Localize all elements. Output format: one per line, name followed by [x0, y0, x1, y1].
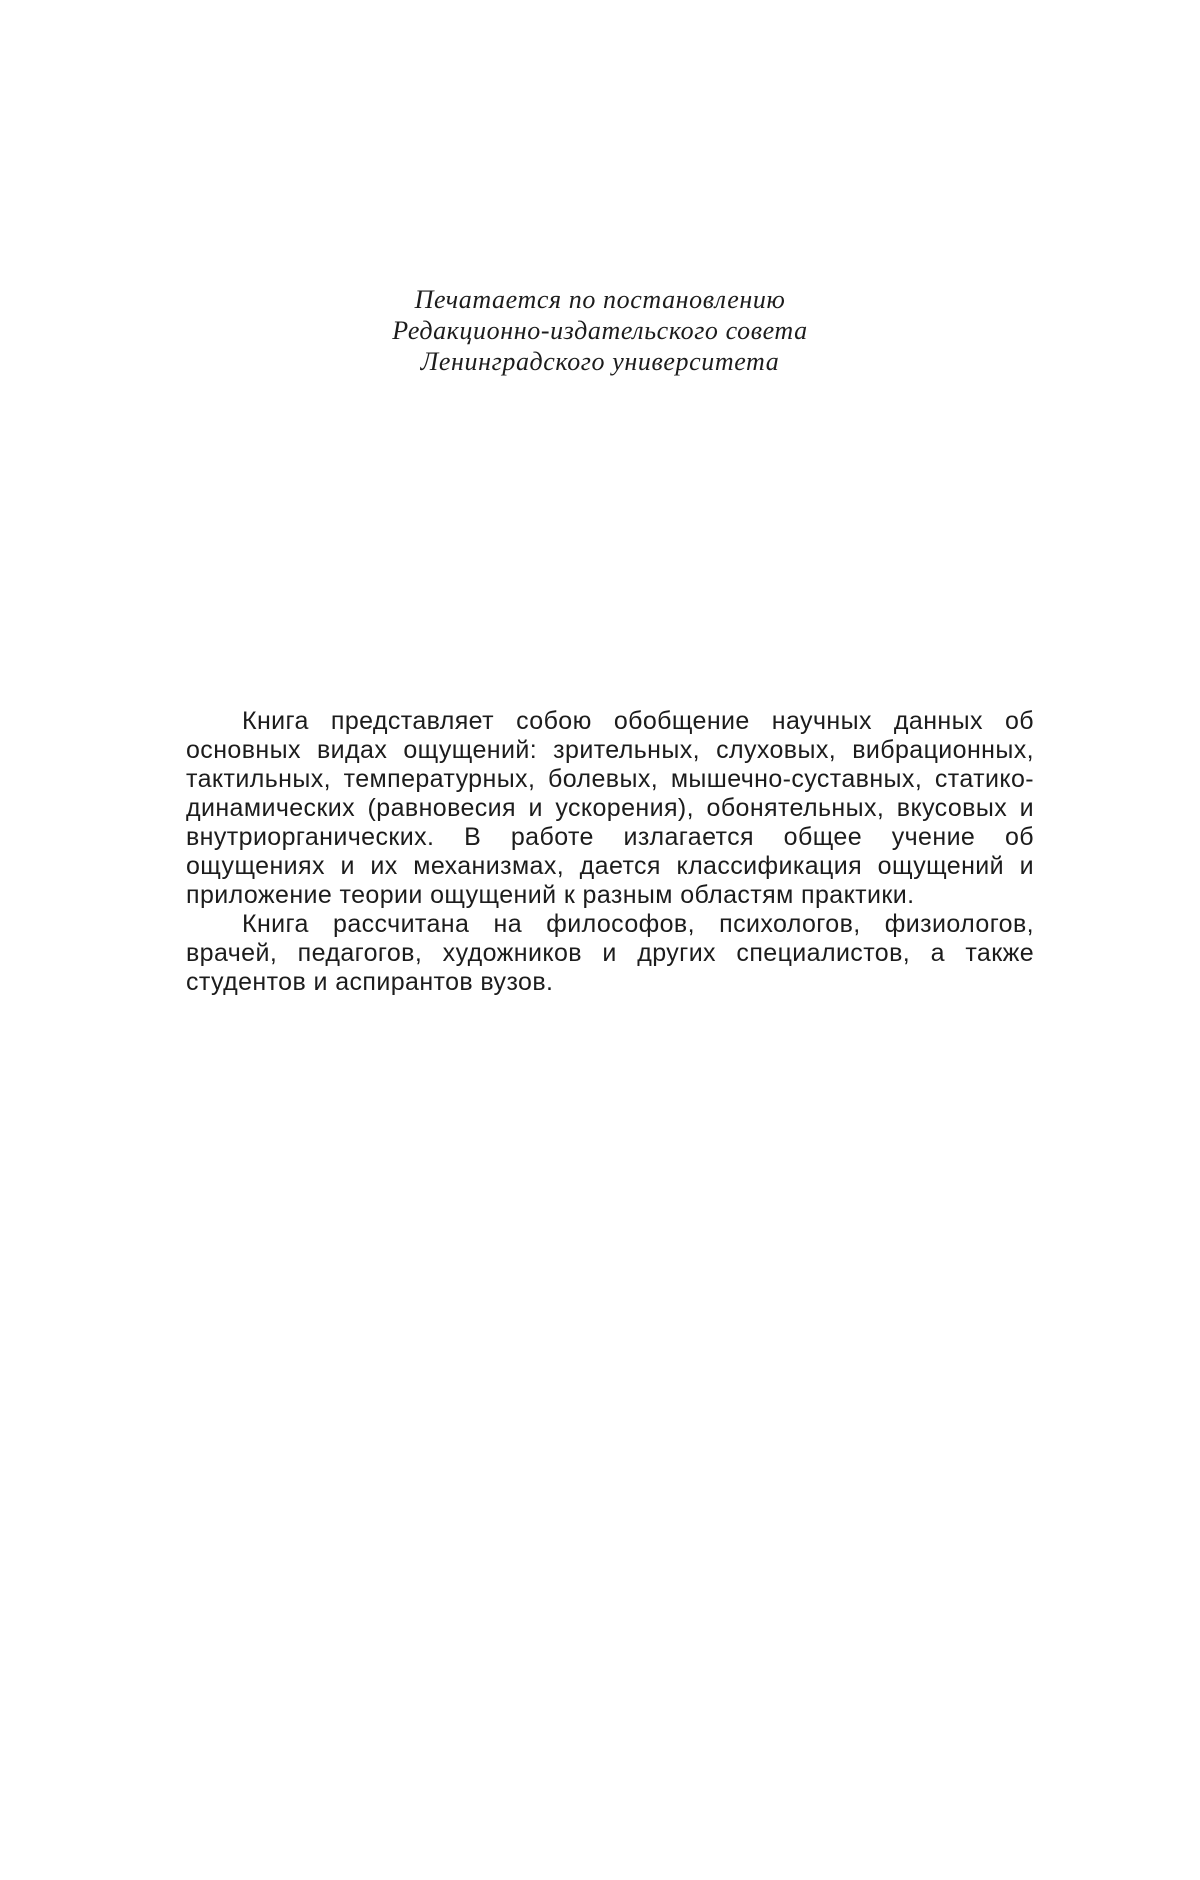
- publication-imprint: [300, 284, 900, 377]
- book-annotation: [186, 707, 1034, 997]
- imprint-line: Редакционно-издательского совета: [392, 316, 808, 345]
- annotation-paragraph: Книга представляет собою обобщение научных данных об основных видах ощущений: зрительных, слуховых, вибрационных, тактильных, температурных, болевых, мышечно-суставных, статико-динамических (равновесия и ускорения), обонятельных, вкусовых и внутриорганических. В работе излагается общее учение об ощущениях и их механизмах, дается классификация ощущений и приложение теории ощущений к разным областям практики.: [186, 707, 1034, 909]
- imprint-line: Ленинградского университета: [420, 347, 780, 376]
- annotation-paragraph: Книга рассчитана на философов, психологов, физиологов, врачей, педагогов, художников и других специалистов, а также студентов и аспирантов вузов.: [186, 910, 1034, 996]
- imprint-line: Печатается по постановлению: [414, 285, 786, 314]
